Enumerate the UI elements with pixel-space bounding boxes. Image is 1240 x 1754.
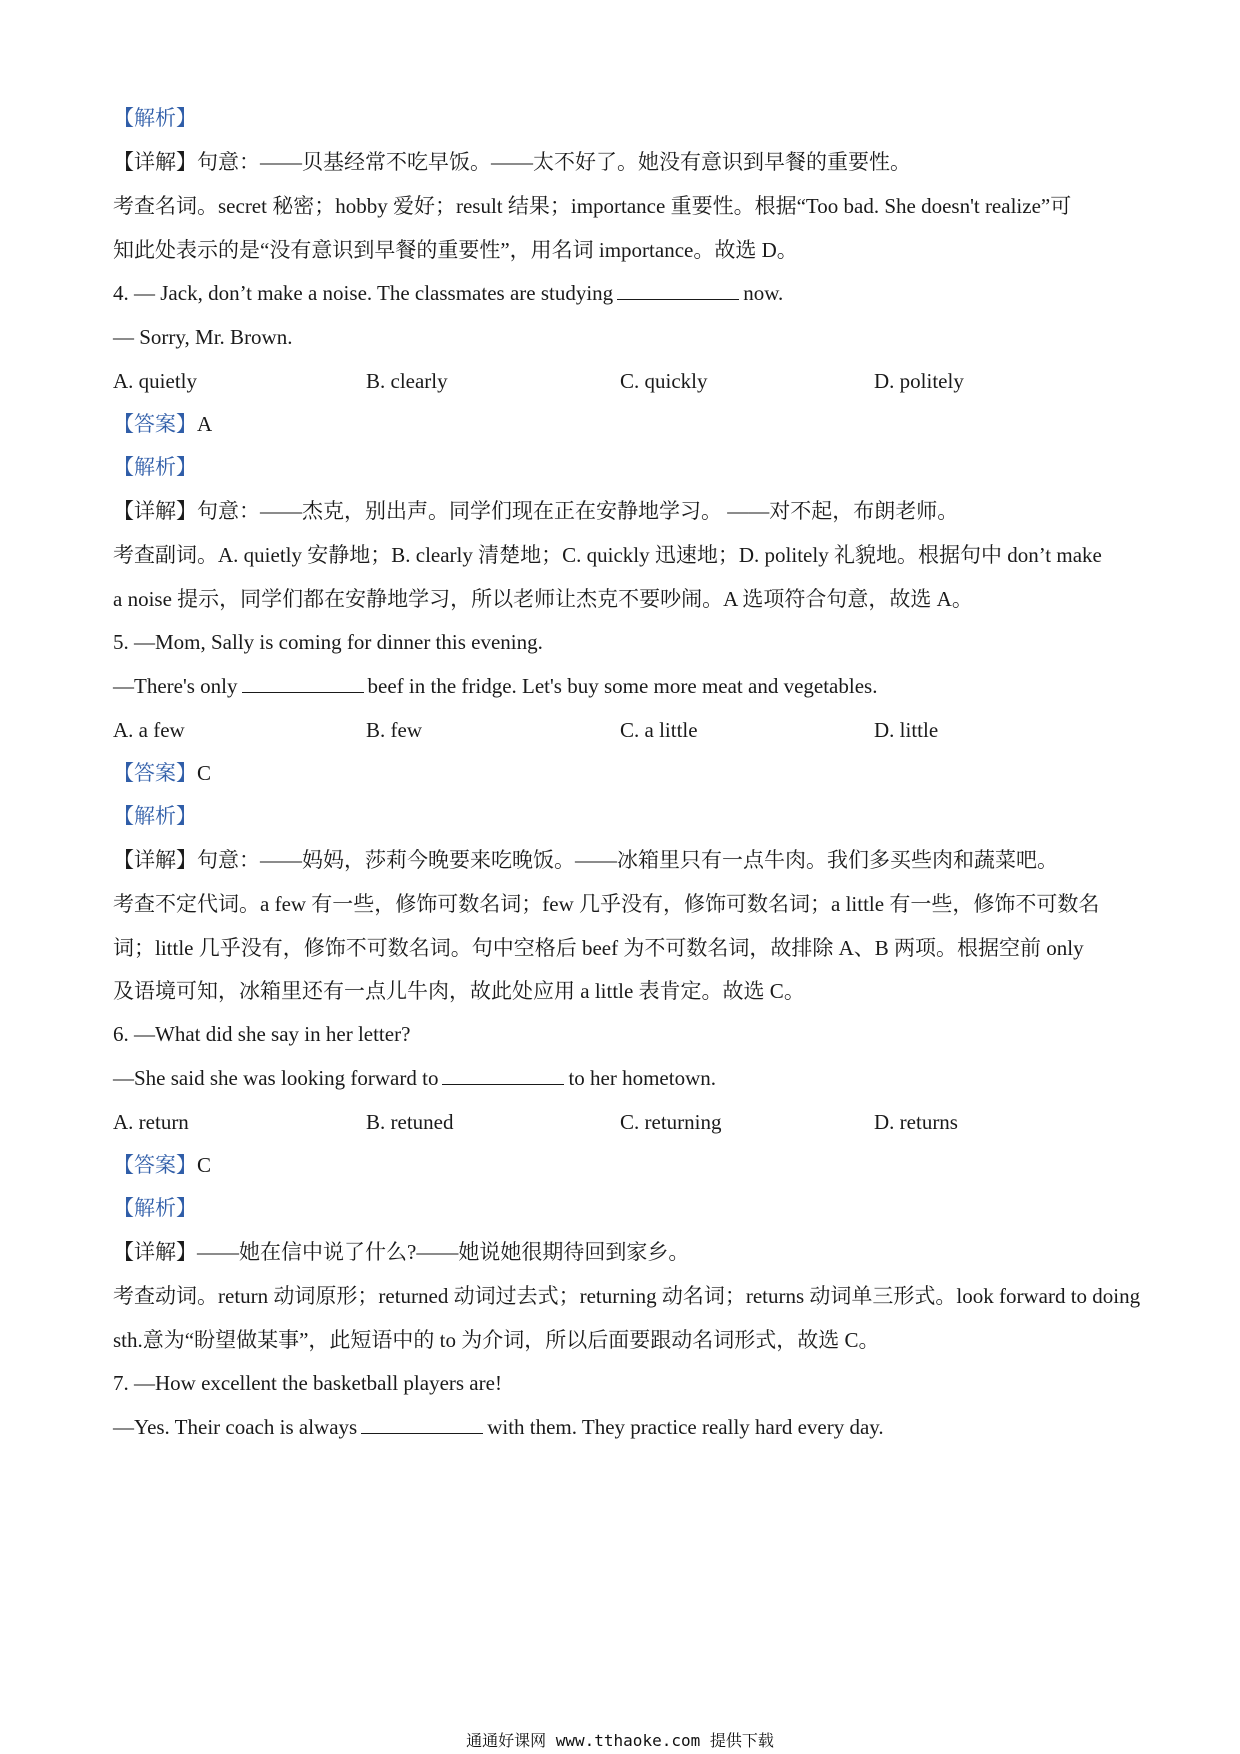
answer-line: 【答案】A xyxy=(113,412,213,436)
explanation-line: 及语境可知，冰箱里还有一点儿牛肉，故此处应用 a little 表肯定。故选 C。 xyxy=(113,979,805,1003)
option-c: C. returning xyxy=(620,1110,722,1134)
question-7: 7. —How excellent the basketball players are! xyxy=(113,1371,502,1395)
answer-line: 【答案】C xyxy=(113,761,212,785)
option-c: C. quickly xyxy=(620,369,708,393)
option-d: D. little xyxy=(874,718,939,742)
answer-blank xyxy=(442,1066,564,1085)
option-d: D. politely xyxy=(874,369,964,393)
option-a: A. return xyxy=(113,1110,189,1134)
option-a: A. quietly xyxy=(113,369,197,393)
question-5: 5. —Mom, Sally is coming for dinner this evening. xyxy=(113,630,543,654)
explanation-line: 考查不定代词。a few 有一些，修饰可数名词；few 几乎没有，修饰可数名词；a little 有一些，修饰不可数名 xyxy=(113,892,1100,916)
explanation-line: 词；little 几乎没有，修饰不可数名词。句中空格后 beef 为不可数名词，故排除 A、B 两项。根据空前 only xyxy=(113,936,1084,960)
detail-line: 【详解】——她在信中说了什么?——她说她很期待回到家乡。 xyxy=(113,1240,690,1264)
footer-watermark: 通通好课网 www.tthaoke.com 提供下载 xyxy=(466,1731,774,1750)
explanation-line: 考查动词。return 动词原形；returned 动词过去式；returning 动名词；returns 动词单三形式。look forward to doing xyxy=(113,1284,1141,1308)
question-7-reply: —Yes. Their coach is always with them. They practice really hard every day. xyxy=(113,1415,884,1439)
answer-blank xyxy=(361,1415,483,1434)
question-4: 4. — Jack, don’t make a noise. The classmates are studying now. xyxy=(113,281,784,305)
question-5-reply: —There's only beef in the fridge. Let's buy some more meat and vegetables. xyxy=(113,674,878,698)
explanation-line: 考查副词。A. quietly 安静地；B. clearly 清楚地；C. quickly 迅速地；D. politely 礼貌地。根据句中 don’t make xyxy=(113,543,1102,567)
answer-blank xyxy=(617,281,739,300)
option-b: B. retuned xyxy=(366,1110,454,1134)
explanation-line: sth.意为“盼望做某事”，此短语中的 to 为介词，所以后面要跟动名词形式，故选 C。 xyxy=(113,1328,880,1352)
question-4-reply: — Sorry, Mr. Brown. xyxy=(113,325,293,349)
explanation-line: a noise 提示，同学们都在安静地学习，所以老师让杰克不要吵闹。A 选项符合句意，故选 A。 xyxy=(113,587,973,611)
analysis-heading: 【解析】 xyxy=(113,804,197,828)
option-a: A. a few xyxy=(113,718,185,742)
option-b: B. few xyxy=(366,718,422,742)
answer-blank xyxy=(242,674,364,693)
detail-line: 【详解】句意：——妈妈，莎莉今晚要来吃晚饭。——冰箱里只有一点牛肉。我们多买些肉和蔬菜吧。 xyxy=(113,848,1058,872)
question-6-reply: —She said she was looking forward to to her hometown. xyxy=(113,1066,717,1090)
analysis-heading: 【解析】 xyxy=(113,1196,197,1220)
explanation-line: 考查名词。secret 秘密；hobby 爱好；result 结果；importance 重要性。根据“Too bad. She doesn't realize”可 xyxy=(113,194,1072,218)
analysis-heading: 【解析】 xyxy=(113,106,197,130)
detail-line: 【详解】句意：——杰克，别出声。同学们现在正在安静地学习。 ——对不起，布朗老师。 xyxy=(113,499,959,523)
option-d: D. returns xyxy=(874,1110,958,1134)
question-6: 6. —What did she say in her letter? xyxy=(113,1022,411,1046)
option-b: B. clearly xyxy=(366,369,448,393)
option-c: C. a little xyxy=(620,718,698,742)
answer-line: 【答案】C xyxy=(113,1153,212,1177)
explanation-line: 知此处表示的是“没有意识到早餐的重要性”，用名词 importance。故选 D。 xyxy=(113,238,798,262)
detail-line: 【详解】句意：——贝基经常不吃早饭。——太不好了。她没有意识到早餐的重要性。 xyxy=(113,150,911,174)
analysis-heading: 【解析】 xyxy=(113,455,197,479)
